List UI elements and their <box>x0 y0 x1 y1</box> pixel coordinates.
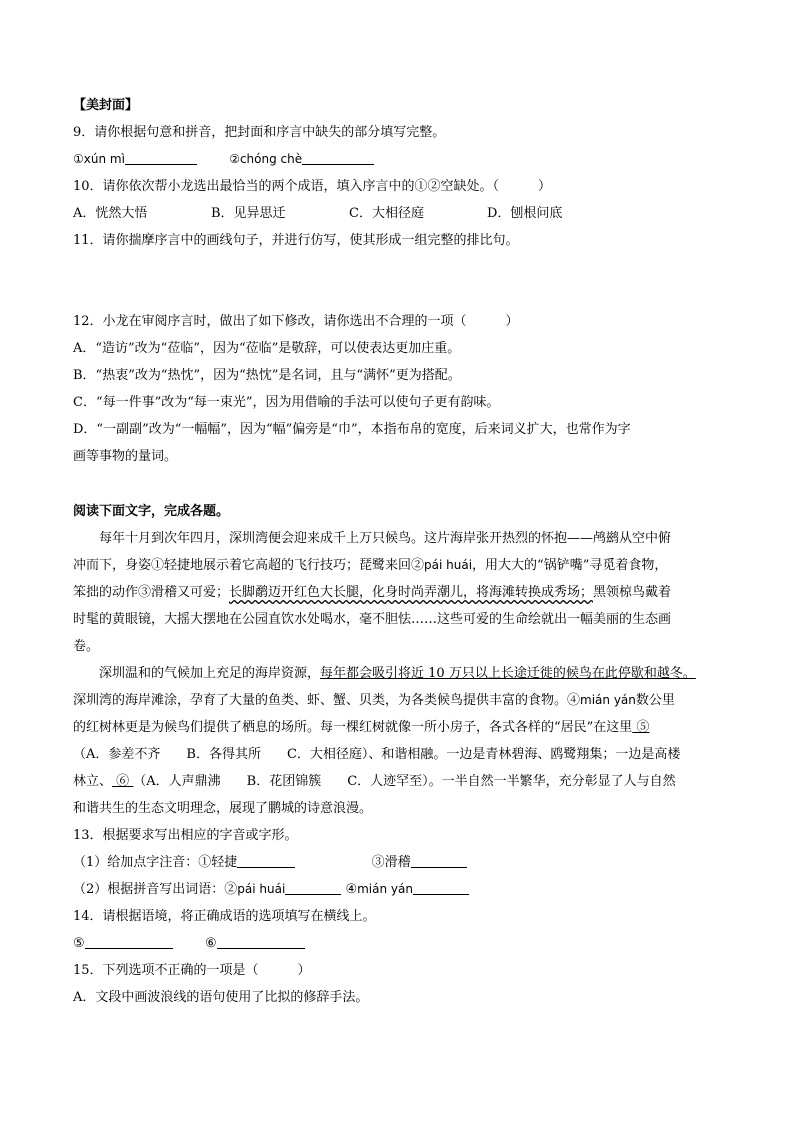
q13-blank-2[interactable] <box>285 878 341 895</box>
pinyin-paihuai: pái huái <box>237 882 286 896</box>
p2-text: （A．人声鼎沸 B．花团锦簇 C．人迹罕至）。一半自然一半繁华，充分彰显了人与自然 <box>133 774 676 789</box>
q13-blank-4[interactable] <box>413 878 469 895</box>
pinyin-mianyan: mián yán <box>357 882 413 896</box>
p2-line: 和谐共生的生态文明理念，展现了鹏城的诗意浪漫。 <box>73 801 373 816</box>
p2-line <box>73 687 735 714</box>
p1-text: ，用大大的“锅铲嘴”寻觅着食物， <box>472 558 668 573</box>
section-heading-cover: 【美封面】 <box>73 98 139 113</box>
q14-blank-6[interactable] <box>217 932 305 949</box>
q12-option-c[interactable]: C．“每一件事”改为“每一束光”，因为用借喻的手法可以使句子更有韵味。 <box>73 395 500 410</box>
q13-3-label: ③滑稽 <box>371 855 411 870</box>
p2-text: 数公里 <box>635 693 675 708</box>
exam-page <box>73 92 735 1011</box>
q14-label-5: ⑤ <box>73 936 85 951</box>
p1-line: 每年十月到次年四月，深圳湾便会迎来成千上万只候鸟。这片海岸张开热烈的怀抱——鸬鹚从空中俯 <box>99 531 672 546</box>
blank-5[interactable]: ⑤ <box>632 720 650 735</box>
q13-part-2 <box>73 876 735 903</box>
q12-option-a[interactable]: A．“造访”改为“莅临”，因为“莅临”是敬辞，可以使表达更加庄重。 <box>73 341 461 356</box>
p1-line <box>73 579 735 606</box>
q13-4-label: ④ <box>345 882 358 897</box>
question-14: 14．请根据语境，将正确成语的选项填写在横线上。 <box>73 909 376 924</box>
q13-blank-3[interactable] <box>411 851 467 868</box>
reading-paragraph-2 <box>73 660 735 822</box>
wavy-underlined-sentence: 长脚鹬迈开红色大长腿，化身时尚弄潮儿，将海滩转换成秀场； <box>229 585 594 600</box>
question-10-options <box>73 200 735 227</box>
question-11: 11．请你揣摩序言中的画线句子，并进行仿写，使其形成一组完整的排比句。 <box>73 233 519 248</box>
p1-text: 冲而下，身姿①轻捷地展示着它高超的飞行技巧；琵鹭来回② <box>73 558 425 573</box>
q9-pinyin-b: ②chóng chè <box>229 152 303 166</box>
p2-line <box>73 660 735 687</box>
p2-text: 林立、 <box>73 774 113 789</box>
p1-line: 时髦的黄眼镜，大摇大摆地在公园直饮水处喝水，毫不胆怯……这些可爱的生命绘就出一幅美丽的生态画 <box>73 612 672 627</box>
q14-blank-5[interactable] <box>85 932 173 949</box>
question-15: 15．下列选项不正确的一项是（ ） <box>73 963 311 978</box>
q9-pinyin-a: ①xún mì <box>73 152 125 166</box>
q13-blank-1[interactable] <box>237 851 295 868</box>
q13-2-label: （2）根据拼音写出词语：② <box>73 882 238 897</box>
p1-text: 黑领椋鸟戴着 <box>593 585 672 600</box>
p2-text: 深圳温和的气候加上充足的海岸资源， <box>99 666 321 681</box>
p1-line <box>73 552 735 579</box>
q10-option-c[interactable]: C．大相径庭 <box>349 206 424 221</box>
q14-blanks <box>73 930 735 957</box>
q13-part-1 <box>73 849 735 876</box>
question-9-blanks <box>73 146 735 173</box>
p1-line: 卷。 <box>73 639 100 654</box>
q12-option-d-cont: 画等事物的量词。 <box>73 449 178 464</box>
q9-blank-a[interactable] <box>125 148 197 165</box>
p2-line: （A．参差不齐 B．各得其所 C．大相径庭）、和谐相融。一边是青林碧海、鸥鹭翔集；一边是高楼 <box>73 747 681 762</box>
q13-1-label: （1）给加点字注音：①轻捷 <box>73 855 238 870</box>
pinyin-mianyan: mián yán <box>580 693 636 707</box>
q10-option-a[interactable]: A．恍然大悟 <box>73 206 148 221</box>
q9-blank-b[interactable] <box>302 148 374 165</box>
question-9: 9．请你根据句意和拼音，把封面和序言中缺失的部分填写完整。 <box>73 125 446 140</box>
pinyin-paihuai: pái huái <box>424 558 473 572</box>
p2-text: 的红树林更是为候鸟们提供了栖息的场所。每一棵红树就像一所小房子，各式各样的“居民”在这里 <box>73 720 633 735</box>
section-heading-reading: 阅读下面文字，完成各题。 <box>73 504 230 519</box>
p2-line <box>73 714 735 741</box>
q10-option-b[interactable]: B．见异思迁 <box>211 206 286 221</box>
q14-label-6: ⑥ <box>204 936 217 951</box>
underlined-sentence: 每年都会吸引将近 10 万只以上长途迁徙的候鸟在此停歇和越冬。 <box>320 666 696 681</box>
p1-text: 笨拙的动作③滑稽又可爱； <box>73 585 230 600</box>
reading-paragraph-1 <box>73 525 735 660</box>
question-13: 13．根据要求写出相应的字音或字形。 <box>73 828 298 843</box>
q12-option-d[interactable]: D．“一副副”改为“一幅幅”，因为“幅”偏旁是“巾”，本指布帛的宽度，后来词义扩大，也常作为字 <box>73 422 631 437</box>
q15-option-a[interactable]: A．文段中画波浪线的语句使用了比拟的修辞手法。 <box>73 990 369 1005</box>
q10-option-d[interactable]: D．刨根问底 <box>487 206 563 221</box>
question-10: 10．请你依次帮小龙选出最恰当的两个成语，填入序言中的①②空缺处。（ ） <box>73 179 552 194</box>
p2-line <box>73 768 735 795</box>
blank-6[interactable]: ⑥ <box>112 774 134 789</box>
p2-text: 深圳湾的海岸滩涂，孕育了大量的鱼类、虾、蟹、贝类，为各类候鸟提供丰富的食物。④ <box>73 693 581 708</box>
question-12: 12．小龙在审阅序言时，做出了如下修改，请你选出不合理的一项（ ） <box>73 314 519 329</box>
q12-option-b[interactable]: B．“热衷”改为“热忱”，因为“热忱”是名词，且与“满怀”更为搭配。 <box>73 368 461 383</box>
